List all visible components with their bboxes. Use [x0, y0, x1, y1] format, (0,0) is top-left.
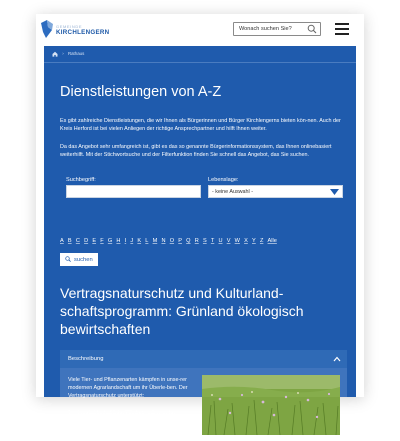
situation-label: Lebenslage: — [208, 177, 239, 183]
letter-link[interactable]: Z — [259, 238, 264, 244]
breadcrumb-current[interactable]: Rathaus — [67, 51, 85, 57]
letter-link[interactable]: V — [226, 238, 231, 244]
letter-link[interactable]: W — [234, 238, 240, 244]
breadcrumb — [52, 51, 84, 59]
letter-link[interactable]: C — [75, 238, 80, 244]
menu-icon[interactable] — [335, 23, 349, 35]
intro-paragraph-2: Da das Angebot sehr umfangreich ist, gibt es das so genannte Bürgerinformationssystem, das Ihnen onlinebasiert weiterhilft. Mit der Stichwortsuche und der Filterfunktion finden Sie schnell das Angebot, das Sie suchen. — [60, 144, 332, 158]
letter-link[interactable]: J — [130, 238, 134, 244]
letter-link[interactable]: P — [178, 238, 182, 244]
letter-link[interactable]: L — [145, 238, 149, 244]
letter-link[interactable]: M — [152, 238, 158, 244]
accordion-title: Beschreibung — [68, 356, 104, 362]
meadow-image — [202, 375, 340, 435]
accordion-header[interactable] — [60, 350, 347, 368]
search-button-label: suchen — [74, 256, 93, 263]
letter-link[interactable]: I — [124, 238, 127, 244]
search-icon — [65, 256, 71, 262]
divider — [44, 62, 356, 63]
breadcrumb-separator: › — [62, 51, 64, 57]
letter-link[interactable]: A — [60, 238, 64, 244]
service-title: Vertragsnaturschutz und Kulturland-schaftsprogramm: Grünland ökologisch bewirtschaften — [60, 285, 304, 337]
logo-text: KIRCHLENGERN — [56, 29, 110, 36]
situation-select[interactable] — [208, 185, 343, 198]
letter-link[interactable]: T — [210, 238, 215, 244]
alphabet-filter — [60, 238, 281, 244]
letter-link[interactable]: U — [218, 238, 223, 244]
letter-link[interactable]: R — [194, 238, 199, 244]
letter-link[interactable]: N — [161, 238, 166, 244]
letter-link[interactable]: O — [169, 238, 175, 244]
intro-paragraph-1: Es gibt zahlreiche Dienstleistungen, die wir Ihnen als Bürgerinnen und Bürger Kirchlengerns bieten kön-nen. Auch der Kreis Herford ist bei vielen Anliegen der richtige Ansprechpartner und hilft Ihnen weiter. — [60, 118, 341, 132]
situation-selected-value: - keine Auswahl - — [212, 189, 254, 195]
description-accordion — [60, 350, 347, 440]
logo-subtitle: GEMEINDE — [56, 24, 83, 29]
search-placeholder: Wonach suchen Sie? — [239, 26, 292, 32]
browser-frame — [36, 14, 364, 440]
site-header — [36, 14, 364, 46]
content-area — [44, 46, 356, 440]
letter-link[interactable]: Q — [186, 238, 191, 244]
list-item: Landwirtschaftliche Flächen sollen so be-wirtschaftet werden, dass Lebensgemein-schaften (Biotope) erhalten oder sogar wie-derhergestellt werden. — [78, 410, 182, 440]
letter-link[interactable]: S — [202, 238, 207, 244]
search-icon[interactable] — [307, 24, 317, 34]
page-title: Dienstleistungen von A-Z — [60, 84, 222, 100]
letter-link[interactable]: Y — [252, 238, 256, 244]
letter-link[interactable]: E — [92, 238, 97, 244]
logo-emblem-icon — [40, 18, 54, 40]
search-button[interactable] — [60, 253, 98, 266]
letter-link[interactable]: B — [67, 238, 72, 244]
letter-link-all[interactable]: Alle — [267, 238, 277, 244]
home-icon[interactable] — [52, 51, 58, 57]
chevron-up-icon — [333, 356, 341, 362]
letter-link[interactable]: D — [84, 238, 89, 244]
letter-link[interactable]: G — [107, 238, 113, 244]
letter-link[interactable]: F — [100, 238, 104, 244]
search-term-label: Suchbegriff: — [66, 177, 96, 183]
letter-link[interactable]: H — [116, 238, 121, 244]
list-item-number: 1. — [68, 410, 73, 416]
site-search-input[interactable] — [233, 22, 321, 36]
chevron-down-icon — [330, 189, 339, 195]
description-text: Viele Tier- und Pflanzenarten kämpfen in unse-rer modernen Agrarlandschaft um ihr Überle-ben. Der Vertragsnaturschutz unterstützt: — [68, 377, 188, 399]
meadow-photo — [202, 375, 340, 435]
letter-link[interactable]: X — [244, 238, 248, 244]
site-logo[interactable] — [40, 18, 110, 42]
letter-link[interactable]: K — [137, 238, 142, 244]
search-term-input[interactable] — [66, 185, 201, 198]
